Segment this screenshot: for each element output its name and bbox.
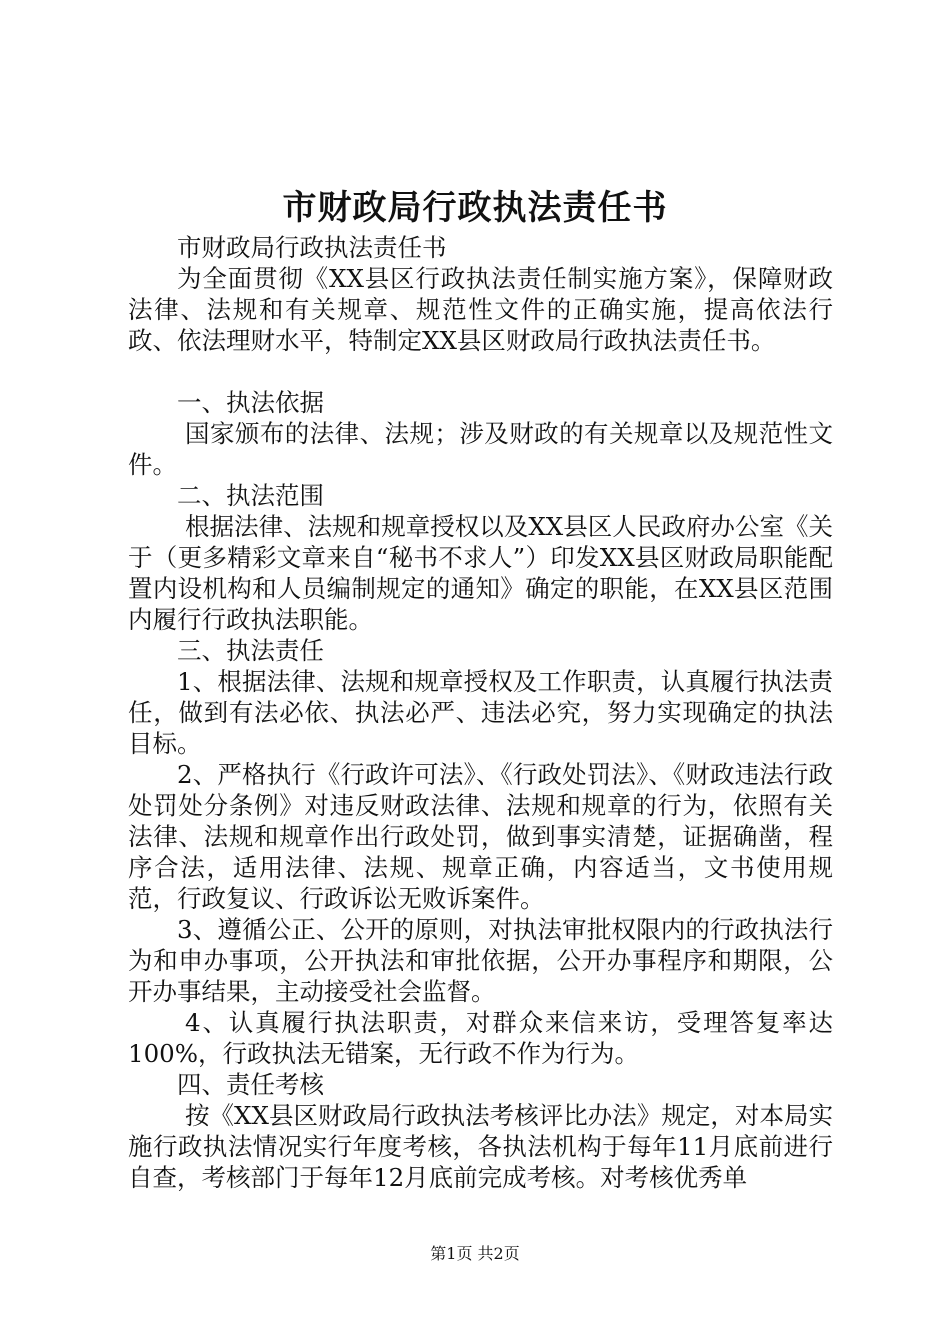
- paragraph-scope: 根据法律、法规和规章授权以及XX县区人民政府办公室《关于（更多精彩文章来自“秘书不求人”）印发XX县区财政局职能配置内设机构和人员编制规定的通知》确定的职能，在XX县区范围内履行行政执法职能。: [128, 512, 833, 634]
- section-heading-scope: 二、执法范围: [177, 481, 324, 510]
- section-heading-responsibility: 三、执法责任: [177, 636, 324, 665]
- document-title: 市财政局行政执法责任书: [282, 188, 668, 228]
- section-heading-assessment: 四、责任考核: [177, 1070, 324, 1099]
- paragraph-intro: 为全面贯彻《XX县区行政执法责任制实施方案》，保障财政法律、法规和有关规章、规范性文件的正确实施，提高依法行政、依法理财水平，特制定XX县区财政局行政执法责任书。: [128, 264, 833, 355]
- list-item-responsibility-2: 2、严格执行《行政许可法》、《行政处罚法》、《财政违法行政处罚处分条例》对违反财政法律、法规和规章的行为，依照有关法律、法规和规章作出行政处罚，做到事实清楚，证据确凿，程序合法，适用法律、法规、规章正确，内容适当，文书使用规范，行政复议、行政诉讼无败诉案件。: [128, 760, 833, 913]
- section-heading-basis: 一、执法依据: [177, 388, 324, 417]
- list-item-responsibility-3: 3、遵循公正、公开的原则，对执法审批权限内的行政执法行为和申办事项，公开执法和审批依据，公开办事程序和期限，公开办事结果，主动接受社会监督。: [128, 915, 833, 1006]
- paragraph-subtitle: 市财政局行政执法责任书: [177, 233, 447, 262]
- paragraph-spacer: [128, 356, 833, 387]
- document-body: [128, 232, 833, 1193]
- paragraph-assessment: 按《XX县区财政局行政执法考核评比办法》规定，对本局实施行政执法情况实行年度考核，各执法机构于每年11月底前进行自查，考核部门于每年12月底前完成考核。对考核优秀单: [128, 1101, 833, 1192]
- paragraph-basis: 国家颁布的法律、法规；涉及财政的有关规章以及规范性文件。: [128, 419, 833, 479]
- list-item-responsibility-1: 1、根据法律、法规和规章授权及工作职责，认真履行执法责任，做到有法必依、执法必严、违法必究，努力实现确定的执法目标。: [128, 667, 833, 758]
- page-footer: 第1页 共2页: [430, 1244, 520, 1263]
- list-item-responsibility-4: 4、认真履行执法职责，对群众来信来访，受理答复率达100%，行政执法无错案，无行政不作为行为。: [128, 1008, 833, 1068]
